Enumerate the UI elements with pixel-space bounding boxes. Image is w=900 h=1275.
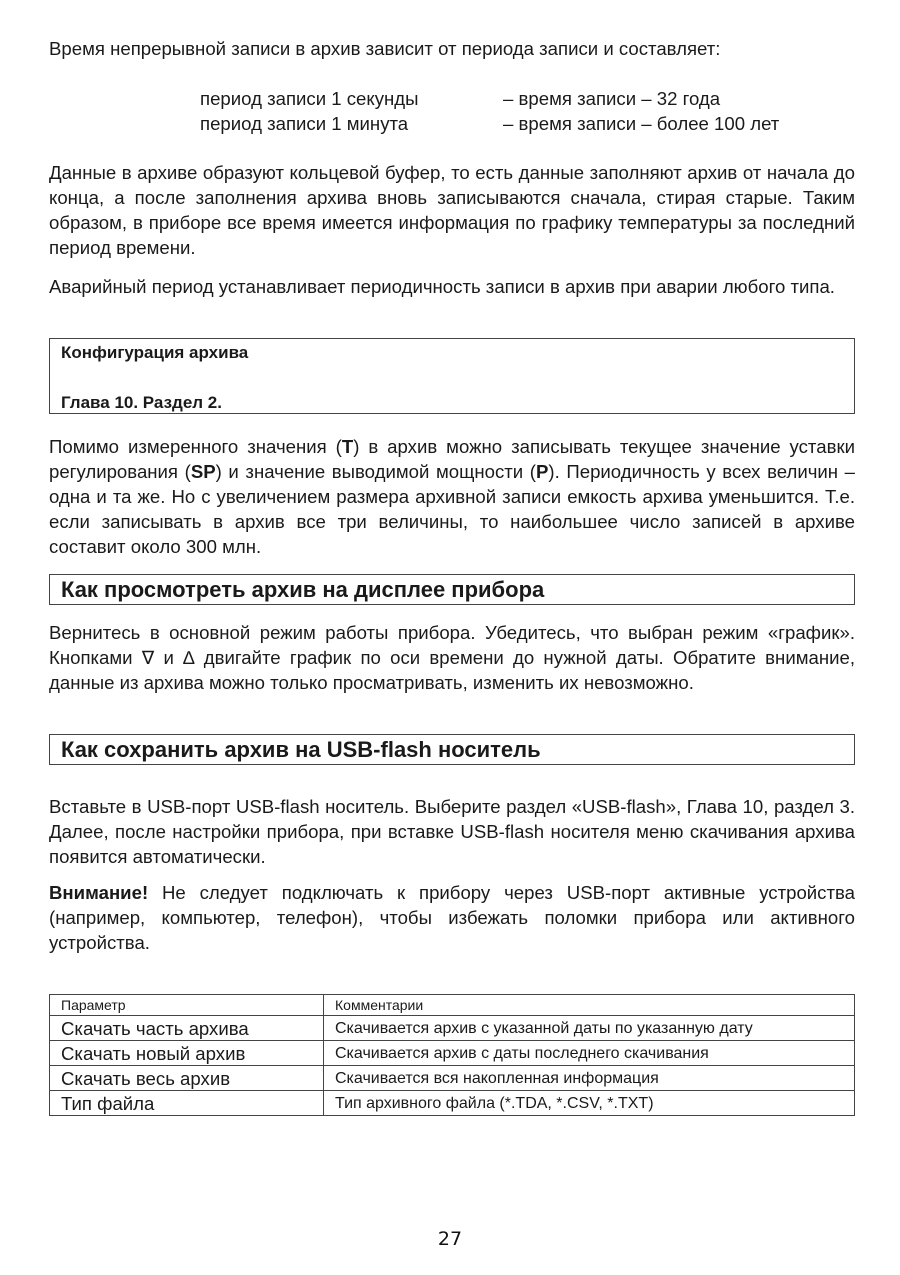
text-fragment: Помимо измеренного значения ( (49, 436, 342, 457)
table-row (50, 1016, 855, 1041)
alarm-period-paragraph: Аварийный период устанавливает периодичность записи в архив при аварии любого типа. (49, 276, 835, 297)
reference-chapter: Глава 10. Раздел 2. (61, 393, 222, 412)
reference-box (49, 338, 855, 414)
table-row (50, 1091, 855, 1116)
comment-cell: Тип архивного файла (*.TDA, *.CSV, *.TXT) (324, 1091, 855, 1116)
parameter-cell: Тип файла (50, 1091, 324, 1116)
value-t-label: T (341, 436, 354, 457)
period-row (200, 111, 779, 136)
period-duration: – время записи – более 100 лет (503, 113, 780, 134)
comment-cell: Скачивается архив с указанной даты по указанную дату (324, 1016, 855, 1041)
column-header-comments: Комментарии (324, 995, 855, 1016)
value-p-label: P (536, 461, 549, 482)
reference-title: Конфигурация архива (61, 343, 249, 362)
parameter-cell: Скачать часть архива (50, 1016, 324, 1041)
section-heading-usb (49, 734, 855, 765)
comment-cell: Скачивается архив с даты последнего скачивания (324, 1041, 855, 1066)
comment-cell: Скачивается вся накопленная информация (324, 1066, 855, 1091)
table-header-row (50, 995, 855, 1016)
column-header-parameter: Параметр (50, 995, 324, 1016)
warning-paragraph (49, 880, 855, 955)
section-heading-text: Как просмотреть архив на дисплее прибора (61, 577, 545, 602)
text-fragment: ) и значение выводимой мощности ( (215, 461, 536, 482)
warning-text: Не следует подключать к прибору через USB-порт активные устройства (например, компьютер, телефон), чтобы избежать поломки прибора или активного устройства. (49, 882, 855, 953)
download-options-table (49, 994, 855, 1116)
table-row (50, 1066, 855, 1091)
section-heading-text: Как сохранить архив на USB-flash носитель (61, 737, 541, 762)
section-heading-view-archive (49, 574, 855, 605)
period-label: период записи 1 минута (200, 113, 409, 134)
page-number: 27 (437, 1228, 463, 1250)
table-row (50, 1041, 855, 1066)
parameter-cell: Скачать новый архив (50, 1041, 324, 1066)
ring-buffer-paragraph: Данные в архиве образуют кольцевой буфер, то есть данные заполняют архив от начала до конца, а после заполнения архива вновь записываются сначала, стирая старые. Таким образом, в приборе все время имеется информация по графику температуры за последний период времени. (49, 162, 855, 258)
value-sp-label: SP (190, 461, 216, 482)
intro-paragraph: Время непрерывной записи в архив зависит от периода записи и составляет: (49, 38, 721, 59)
period-label: период записи 1 секунды (200, 88, 419, 109)
view-archive-paragraph: Вернитесь в основной режим работы прибора. Убедитесь, что выбран режим «график». Кнопками ∇ и ∆ двигайте график по оси времени до нужной даты. Обратите внимание, данные из архива можно только просматривать, изменить их невозможно. (49, 622, 855, 693)
text-fragment: ). Периодичность у всех величин – одна и та же. Но с увеличением размера архивной записи емкость архива уменьшится. Т.е. если записывать в архив все три величины, то наибольшее число записей в архиве составит около 300 млн. (49, 461, 855, 557)
text-fragment: ) в архив можно записывать текущее значение уставки регулирования ( (49, 436, 855, 482)
record-periods-list (200, 86, 779, 136)
period-duration: – время записи – 32 года (503, 88, 721, 109)
period-row (200, 86, 779, 111)
parameter-cell: Скачать весь архив (50, 1066, 324, 1091)
warning-label: Внимание! (49, 882, 149, 903)
usb-paragraph: Вставьте в USB-порт USB-flash носитель. Выберите раздел «USB-flash», Глава 10, раздел 3. Далее, после настройки прибора, при вставке USB-flash носителя меню скачивания архива появится автоматически. (49, 796, 855, 867)
values-paragraph (49, 434, 855, 559)
